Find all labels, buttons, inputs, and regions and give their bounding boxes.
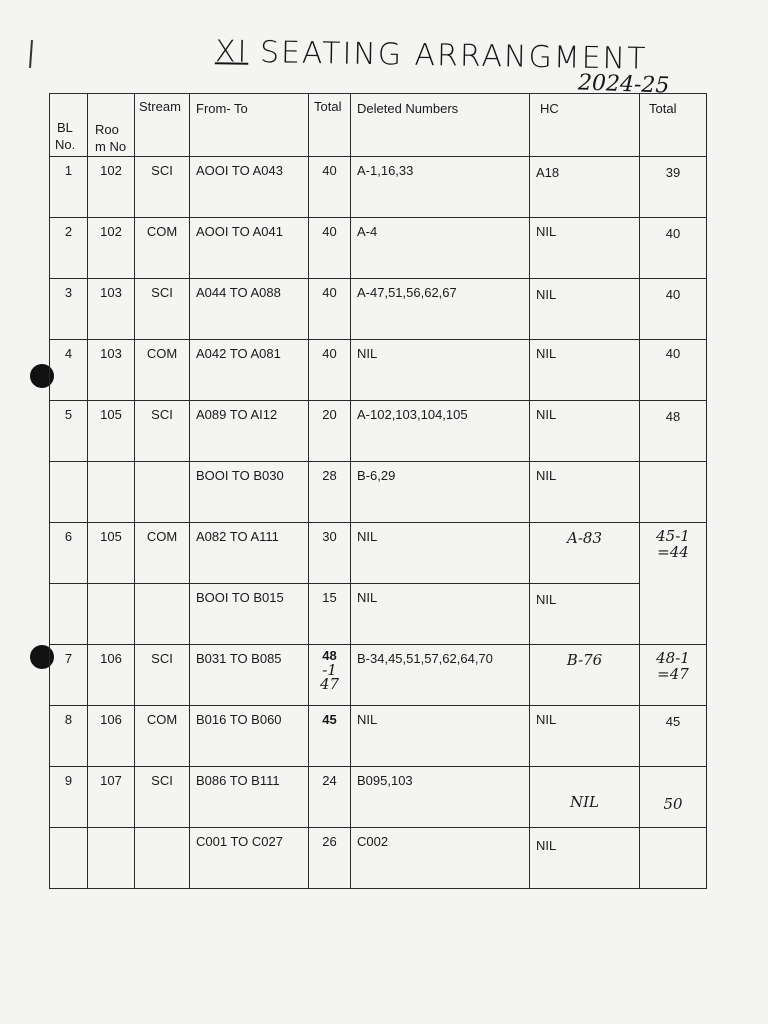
table-row [50,218,707,279]
cell-bl: 6 [50,523,88,584]
cell-deleted: B095,103 [351,767,530,828]
cell-range: A044 TO A088 [190,279,309,340]
cell-range: A089 TO AI12 [190,401,309,462]
cell-stream: SCI [135,157,190,218]
cell-hc: NIL [530,401,640,462]
cell-room: 105 [88,401,135,462]
cell-range: AOOI TO A041 [190,218,309,279]
header-deleted-numbers: Deleted Numbers [351,94,530,157]
cell-stream: COM [135,523,190,584]
cell-deleted: A-1,16,33 [351,157,530,218]
cell-range: AOOI TO A043 [190,157,309,218]
cell-deleted: NIL [351,340,530,401]
header-from-to: From- To [190,94,309,157]
table-row [50,584,707,645]
cell-deleted: NIL [351,706,530,767]
cell-grand-total [640,828,707,889]
cell-grand-total: 40 [640,218,707,279]
cell-grand-total [640,462,707,523]
pen-mark [29,40,33,68]
cell-bl: 5 [50,401,88,462]
table-row [50,706,707,767]
cell-bl: 1 [50,157,88,218]
cell-hc: A18 [530,157,640,218]
cell-deleted: A-47,51,56,62,67 [351,279,530,340]
cell-bl [50,584,88,645]
cell-stream [135,584,190,645]
cell-grand-total: 48 [640,401,707,462]
cell-hc: NIL [530,584,640,645]
table-row [50,279,707,340]
cell-grand-total: 45 [640,706,707,767]
cell-range: B031 TO B085 [190,645,309,706]
cell-total: 40 [309,279,351,340]
header-grand-total: Total [640,94,707,157]
table-row [50,645,707,706]
table-row [50,401,707,462]
title-text: SEATING ARRANGMENT [259,35,648,77]
cell-room [88,584,135,645]
table-row [50,340,707,401]
cell-grand-total: 40 [640,279,707,340]
cell-grand-total: 45-1 =44 [640,523,707,645]
cell-grand-total: 39 [640,157,707,218]
cell-total: 26 [309,828,351,889]
cell-room: 106 [88,706,135,767]
cell-deleted: C002 [351,828,530,889]
cell-room: 105 [88,523,135,584]
cell-deleted: NIL [351,523,530,584]
table-row [50,157,707,218]
cell-bl: 4 [50,340,88,401]
cell-bl: 7 [50,645,88,706]
table-header-row [50,94,707,157]
cell-deleted: B-34,45,51,57,62,64,70 [351,645,530,706]
table-row [50,523,707,584]
header-stream: Stream [135,94,190,157]
header-bl-no: BL No. [50,94,88,157]
cell-stream: COM [135,706,190,767]
cell-range: C001 TO C027 [190,828,309,889]
table-row [50,828,707,889]
cell-total: 30 [309,523,351,584]
cell-total: 24 [309,767,351,828]
cell-range: BOOI TO B030 [190,462,309,523]
seating-table [49,93,707,889]
cell-room: 102 [88,157,135,218]
cell-total: 40 [309,340,351,401]
cell-grand-total: 48-1 =47 [640,645,707,706]
cell-bl [50,828,88,889]
table-row [50,462,707,523]
cell-hc: NIL [530,279,640,340]
header-total: Total [309,94,351,157]
cell-stream: SCI [135,645,190,706]
cell-deleted: B-6,29 [351,462,530,523]
table-row [50,767,707,828]
cell-total: 15 [309,584,351,645]
cell-total: 20 [309,401,351,462]
cell-bl: 9 [50,767,88,828]
cell-hc: A-83 [530,523,640,584]
cell-room [88,462,135,523]
cell-stream [135,462,190,523]
cell-total: 48 -1 47 [309,645,351,706]
cell-hc: NIL [530,462,640,523]
cell-room: 103 [88,340,135,401]
cell-total: 40 [309,218,351,279]
cell-stream: SCI [135,767,190,828]
cell-stream: COM [135,340,190,401]
cell-bl: 3 [50,279,88,340]
cell-stream [135,828,190,889]
header-room-no: Roo m No [88,94,135,157]
cell-grand-total: 40 [640,340,707,401]
cell-hc: NIL [530,340,640,401]
cell-total: 28 [309,462,351,523]
cell-stream: SCI [135,401,190,462]
cell-range: A082 TO A111 [190,523,309,584]
cell-room: 103 [88,279,135,340]
cell-grand-total: 50 [640,767,707,828]
cell-range: B086 TO B111 [190,767,309,828]
cell-deleted: A-102,103,104,105 [351,401,530,462]
cell-deleted: A-4 [351,218,530,279]
cell-hc: NIL [530,706,640,767]
cell-room: 107 [88,767,135,828]
cell-stream: COM [135,218,190,279]
cell-range: BOOI TO B015 [190,584,309,645]
cell-hc: NIL [530,218,640,279]
academic-year: 2024-25 [577,70,670,99]
header-hc: HC [530,94,640,157]
cell-range: A042 TO A081 [190,340,309,401]
cell-bl [50,462,88,523]
cell-deleted: NIL [351,584,530,645]
cell-total: 45 [309,706,351,767]
cell-stream: SCI [135,279,190,340]
cell-hc: NIL [530,828,640,889]
cell-hc: B-76 [530,645,640,706]
cell-room [88,828,135,889]
cell-range: B016 TO B060 [190,706,309,767]
cell-total: 40 [309,157,351,218]
cell-room: 106 [88,645,135,706]
cell-bl: 2 [50,218,88,279]
cell-room: 102 [88,218,135,279]
cell-bl: 8 [50,706,88,767]
cell-hc: NIL [530,767,640,828]
title-class: XI [214,34,249,70]
